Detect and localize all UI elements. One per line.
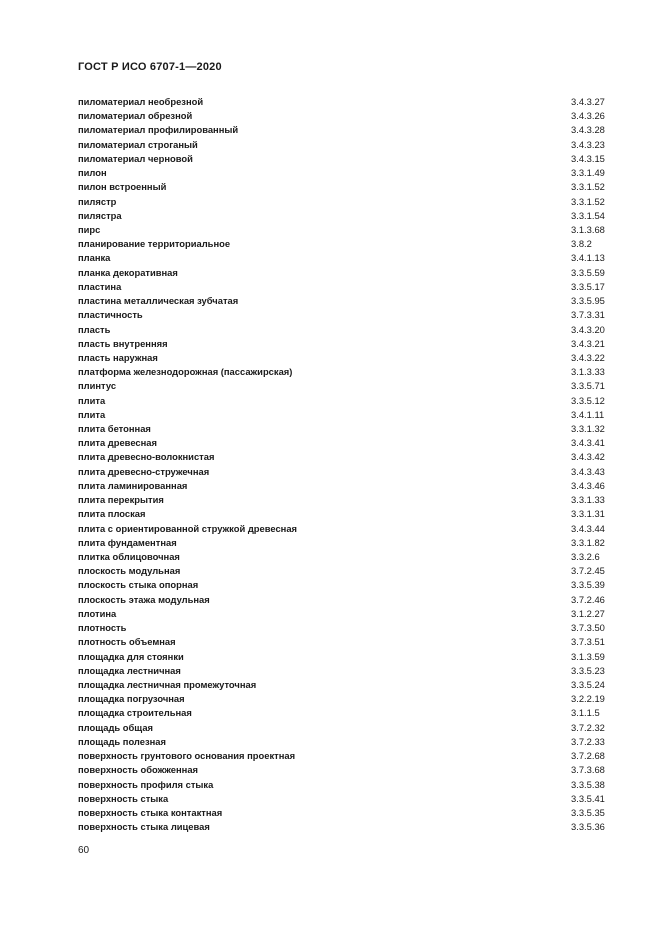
index-reference: 3.4.3.23 [571,138,605,150]
index-term: поверхность грунтового основания проектная [78,750,296,762]
index-reference: 3.1.3.59 [571,650,605,662]
index-term: пилястр [78,195,117,207]
index-entry [78,578,611,592]
index-term: площадка лестничная [78,664,181,676]
index-term: плотность объемная [78,636,176,648]
index-term: плитка облицовочная [78,551,180,562]
index-entry [78,493,611,507]
index-term: плинтус [78,380,117,392]
index-reference: 3.3.1.54 [571,209,605,221]
index-entry [78,266,611,280]
index-term: плоскость этажа модульная [78,593,210,605]
index-entry [78,735,611,749]
index-reference: 3.7.2.45 [571,565,605,577]
index-term: пласть внутренняя [78,337,168,349]
term-index-list [78,95,611,834]
index-entry [78,95,611,109]
index-reference: 3.4.3.43 [571,465,605,477]
index-entry [78,479,611,493]
index-reference: 3.4.3.28 [571,124,605,136]
index-entry [78,408,611,422]
index-entry [78,564,611,578]
index-reference: 3.3.1.32 [571,423,605,435]
index-term: пирс [78,223,101,235]
index-term: пиломатериал обрезной [78,110,193,122]
index-reference: 3.3.5.39 [571,579,605,591]
index-term: поверхность обожженная [78,764,199,776]
index-reference: 3.7.2.32 [571,721,605,733]
index-reference: 3.3.1.82 [571,536,605,548]
index-entry [78,635,611,649]
index-entry [78,123,611,137]
index-reference: 3.3.5.12 [571,394,605,406]
index-term: поверхность стыка [78,792,169,804]
index-term: пласть наружная [78,351,158,363]
index-entry [78,522,611,536]
index-reference: 3.3.5.17 [571,280,605,292]
index-reference: 3.3.1.33 [571,494,605,506]
index-term: площадь полезная [78,735,166,747]
index-entry [78,308,611,322]
index-entry [78,692,611,706]
index-term: поверхность стыка лицевая [78,821,210,833]
index-entry [78,763,611,777]
page-number: 60 [78,845,90,856]
index-entry [78,152,611,166]
index-term: пилон [78,167,107,179]
index-entry [78,792,611,806]
index-entry [78,237,611,251]
index-reference: 3.4.1.11 [571,408,605,420]
index-term: плита [78,408,106,420]
index-term: планирование территориальное [78,238,231,250]
index-entry [78,351,611,365]
index-term: планка декоративная [78,266,178,278]
index-entry [78,365,611,379]
index-entry [78,394,611,408]
index-term: площадь общая [78,721,154,733]
index-entry [78,721,611,735]
index-reference: 3.3.1.31 [571,508,605,520]
index-term: пилон встроенный [78,181,167,193]
index-term: плита перекрытия [78,494,164,506]
index-entry [78,465,611,479]
index-term: площадка строительная [78,707,192,719]
index-reference: 3.4.3.15 [571,152,605,164]
index-term: плита фундаментная [78,536,177,548]
index-term: пластина металлическая зубчатая [78,295,239,307]
index-reference: 3.7.3.31 [571,309,605,321]
index-entry [78,593,611,607]
index-term: плита [78,394,106,406]
index-reference: 3.3.5.24 [571,678,605,690]
index-reference: 3.7.2.33 [571,735,605,747]
index-reference: 3.3.5.35 [571,806,605,818]
index-term: плита древесная [78,437,157,449]
index-reference: 3.4.3.27 [571,96,605,107]
index-term: площадка лестничная промежуточная [78,678,257,690]
index-term: плита плоская [78,508,146,520]
document-header: ГОСТ Р ИСО 6707-1—2020 [78,61,222,73]
index-term: платформа железнодорожная (пассажирская) [78,366,293,378]
index-reference: 3.4.3.46 [571,479,605,491]
index-reference: 3.7.3.68 [571,764,605,776]
index-term: поверхность профиля стыка [78,778,214,790]
index-reference: 3.3.5.95 [571,295,605,307]
index-reference: 3.3.5.36 [571,821,605,833]
index-reference: 3.3.2.6 [571,551,600,562]
index-reference: 3.3.5.41 [571,792,605,804]
index-reference: 3.4.1.13 [571,252,605,264]
index-term: плита древесно-волокнистая [78,451,215,463]
index-entry [78,180,611,194]
index-entry [78,323,611,337]
index-reference: 3.4.3.44 [571,522,605,534]
index-term: плита ламинированная [78,479,188,491]
index-entry [78,251,611,265]
index-entry [78,280,611,294]
index-entry [78,195,611,209]
index-entry [78,536,611,550]
index-entry [78,820,611,834]
index-reference: 3.3.5.23 [571,664,605,676]
index-entry [78,664,611,678]
index-entry [78,550,611,564]
index-term: плотина [78,607,117,619]
index-term: пиломатериал необрезной [78,96,204,107]
index-entry [78,337,611,351]
index-reference: 3.3.5.71 [571,380,605,392]
index-entry [78,607,611,621]
index-term: площадка для стоянки [78,650,184,662]
index-term: пиломатериал строганый [78,138,198,150]
index-entry [78,706,611,720]
index-term: плоскость модульная [78,565,181,577]
index-reference: 3.3.1.49 [571,167,605,179]
index-entry [78,109,611,123]
index-entry [78,294,611,308]
index-term: поверхность стыка контактная [78,806,223,818]
index-entry [78,650,611,664]
index-reference: 3.1.2.27 [571,607,605,619]
index-reference: 3.8.2 [571,238,592,250]
index-term: плита с ориентированной стружкой древесная [78,522,298,534]
index-reference: 3.7.3.51 [571,636,605,648]
index-entry [78,422,611,436]
index-entry [78,806,611,820]
index-term: пиломатериал профилированный [78,124,239,136]
index-term: плита древесно-стружечная [78,465,210,477]
index-term: пластина [78,280,122,292]
index-reference: 3.2.2.19 [571,693,605,705]
index-reference: 3.1.3.68 [571,223,605,235]
index-entry [78,209,611,223]
index-entry [78,436,611,450]
index-reference: 3.4.3.42 [571,451,605,463]
index-term: пласть [78,323,111,335]
index-reference: 3.3.5.38 [571,778,605,790]
index-reference: 3.7.3.50 [571,622,605,634]
index-entry [78,621,611,635]
index-term: площадка погрузочная [78,693,185,705]
index-reference: 3.4.3.41 [571,437,605,449]
index-entry [78,166,611,180]
index-entry [78,450,611,464]
index-entry [78,379,611,393]
index-reference: 3.7.2.46 [571,593,605,605]
index-reference: 3.4.3.21 [571,337,605,349]
index-term: плоскость стыка опорная [78,579,199,591]
index-entry [78,138,611,152]
index-reference: 3.3.1.52 [571,195,605,207]
index-term: пилястра [78,209,122,221]
index-reference: 3.7.2.68 [571,750,605,762]
index-reference: 3.4.3.20 [571,323,605,335]
index-reference: 3.1.1.5 [571,707,600,719]
index-entry [78,223,611,237]
index-reference: 3.3.5.59 [571,266,605,278]
index-entry [78,778,611,792]
index-reference: 3.4.3.22 [571,351,605,363]
index-reference: 3.1.3.33 [571,366,605,378]
index-term: пластичность [78,309,143,321]
index-entry [78,678,611,692]
index-entry [78,507,611,521]
index-entry [78,749,611,763]
index-term: плита бетонная [78,423,151,435]
index-term: пиломатериал черновой [78,152,193,164]
index-reference: 3.3.1.52 [571,181,605,193]
index-term: планка [78,252,111,264]
index-reference: 3.4.3.26 [571,110,605,122]
index-term: плотность [78,622,127,634]
